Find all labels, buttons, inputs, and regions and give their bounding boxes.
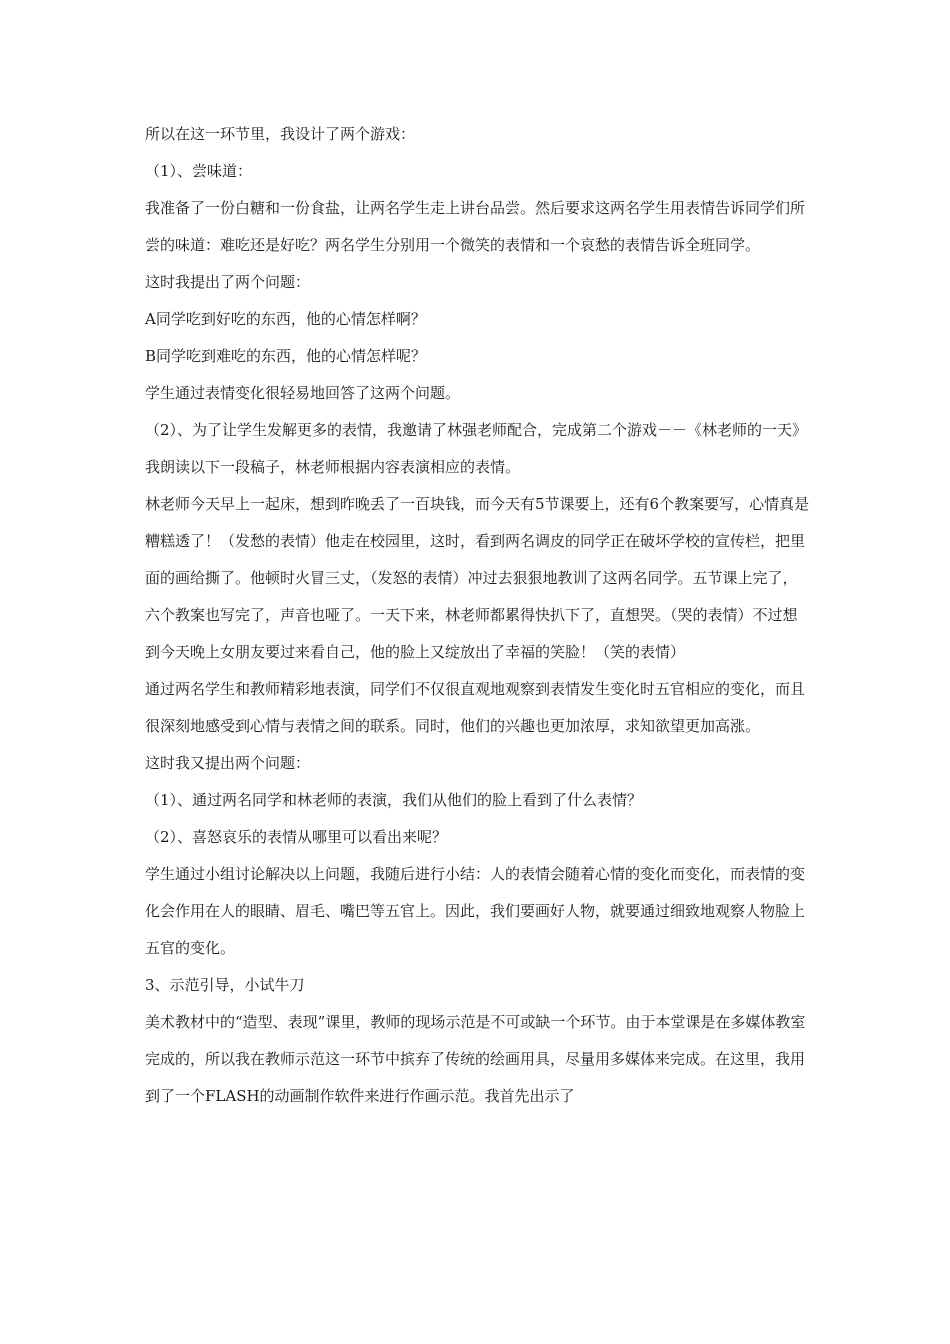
paragraph-summary: 学生通过小组讨论解决以上问题，我随后进行小结：人的表情会随着心情的变化而变化，而表情的变化会作用在人的眼睛、眉毛、嘴巴等五官上。因此，我们要画好人物，就要通过细致地观察人物脸上五官的变化。 (145, 865, 806, 957)
paragraph-game2-heading: （2）、为了让学生发解更多的表情，我邀请了林强老师配合，完成第二个游戏－－《林老师的一天》 (145, 421, 808, 439)
paragraph-question-a: A同学吃到好吃的东西，他的心情怎样啊？ (145, 310, 426, 328)
paragraph-intro: 所以在这一环节里，我设计了两个游戏： (145, 125, 416, 143)
paragraph-game1-description: 我准备了一份白糖和一份食盐，让两名学生走上讲台品尝。然后要求这两名学生用表情告诉同学们所尝的味道：难吃还是好吃？两名学生分别用一个微笑的表情和一个哀愁的表情告诉全班同学。 (145, 199, 806, 254)
paragraph-game2-script: 林老师今天早上一起床，想到昨晚丢了一百块钱，而今天有5节课要上，还有6个教案要写，心情真是糟糕透了！（发愁的表情）他走在校园里，这时，看到两名调皮的同学正在破坏学校的宣传栏，把里面的画给撕了。他顿时火冒三丈，（发怒的表情）冲过去狠狠地教训了这两名同学。五节课上完了，六个教案也写完了，声音也哑了。一天下来，林老师都累得快扒下了，直想哭。（哭的表情）不过想到今天晚上女朋友要过来看自己，他的脸上又绽放出了幸福的笑脸！（笑的表情） (145, 495, 810, 661)
paragraph-game1-heading: （1）、尝味道： (145, 162, 253, 180)
document-body (145, 116, 810, 1115)
paragraph-game2-result: 通过两名学生和教师精彩地表演，同学们不仅很直观地观察到表情发生变化时五官相应的变化，而且很深刻地感受到心情与表情之间的联系。同时，他们的兴趣也更加浓厚，求知欲望更加高涨。 (145, 680, 806, 735)
paragraph-question-b: B同学吃到难吃的东西，他的心情怎样呢？ (145, 347, 427, 365)
paragraph-questions-intro: 这时我提出了两个问题： (145, 273, 311, 291)
paragraph-demo-description: 美术教材中的“造型、表现”课里，教师的现场示范是不可或缺一个环节。由于本堂课是在多媒体教室完成的，所以我在教师示范这一环节中摈弃了传统的绘画用具，尽量用多媒体来完成。在这里，我用到了一个FLASH的动画制作软件来进行作画示范。我首先出示了 (145, 1013, 806, 1105)
paragraph-game1-result: 学生通过表情变化很轻易地回答了这两个问题。 (145, 384, 461, 402)
paragraph-question2-1: （1）、通过两名同学和林老师的表演，我们从他们的脸上看到了什么表情？ (145, 791, 643, 809)
section-heading-demo: 3、示范引导，小试牛刀 (145, 976, 305, 994)
paragraph-questions2-intro: 这时我又提出两个问题： (145, 754, 311, 772)
paragraph-game2-reading: 我朗读以下一段稿子，林老师根据内容表演相应的表情。 (145, 458, 521, 476)
paragraph-question2-2: （2）、喜怒哀乐的表情从哪里可以看出来呢？ (145, 828, 448, 846)
